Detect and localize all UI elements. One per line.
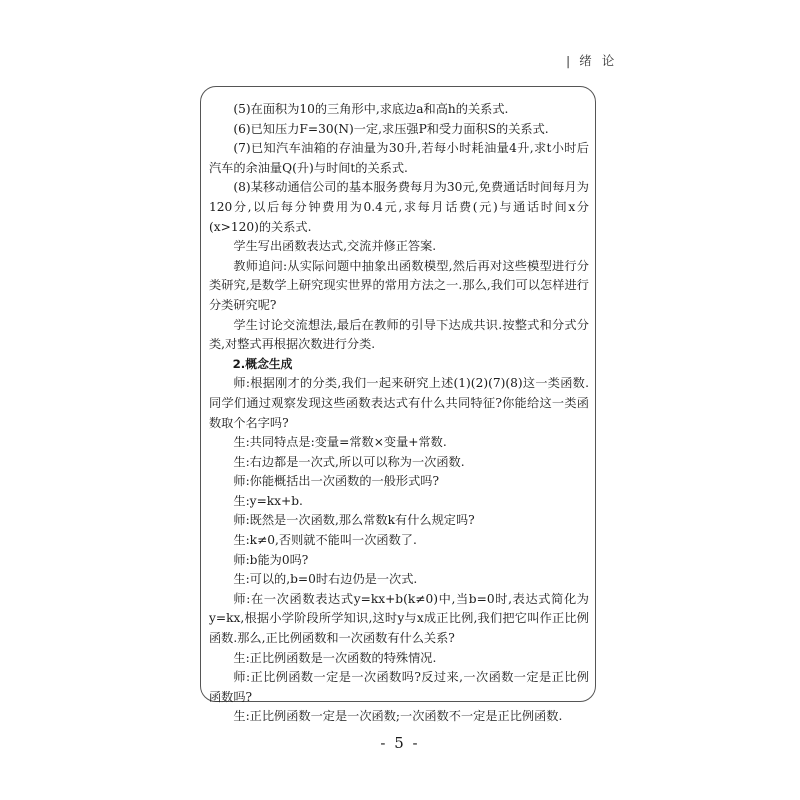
dialogue-line: 师:根据刚才的分类,我们一起来研究上述(1)(2)(7)(8)这一类函数.同学们通过观察发现这些函数表达式有什么共同特征?你能给这一类函数取个名字吗? <box>209 376 589 430</box>
dialogue-line: 生:y=kx+b. <box>233 493 303 508</box>
dialogue-line: 生:右边都是一次式,所以可以称为一次函数. <box>233 454 465 469</box>
paragraph-question-5: (5)在面积为10的三角形中,求底边a和高h的关系式. <box>233 102 509 116</box>
section-heading: 2.概念生成 <box>232 356 293 371</box>
dialogue-line: 师:你能概括出一次函数的一般形式吗? <box>233 474 440 489</box>
dialogue-line: 生:正比例函数一定是一次函数;一次函数不一定是正比例函数. <box>233 709 563 724</box>
paragraph-student-discussion: 学生讨论交流想法,最后在教师的引导下达成共识.按整式和分式分类,对整式再根据次数进行分类. <box>209 317 589 352</box>
page-number: - 5 - <box>380 734 420 752</box>
chapter-title: 绪 论 <box>579 53 618 68</box>
dialogue-line: 师:既然是一次函数,那么常数k有什么规定吗? <box>233 513 475 528</box>
dialogue-line: 生:正比例函数是一次函数的特殊情况. <box>233 650 437 665</box>
paragraph-question-8: (8)某移动通信公司的基本服务费每月为30元,免费通话时间每月为120分,以后每分钟费用为0.4元,求每月话费(元)与通话时间x分(x>120)的关系式. <box>209 180 589 234</box>
dialogue-line: 生:可以的,b=0时右边仍是一次式. <box>233 572 418 587</box>
running-header <box>566 51 617 69</box>
dialogue-line: 生:共同特点是:变量=常数×变量+常数. <box>233 435 447 450</box>
header-divider: | <box>566 53 574 68</box>
dialogue-line: 师:b能为0吗? <box>233 552 309 567</box>
dialogue-line: 师:在一次函数表达式y=kx+b(k≠0)中,当b=0时,表达式简化为y=kx,根据小学阶段所学知识,这时y与x成正比例,我们把它叫作正比例函数.那么,正比例函数和一次函数有什么关系? <box>209 591 589 646</box>
dialogue-line: 师:正比例函数一定是一次函数吗?反过来,一次函数一定是正比例函数吗? <box>209 670 589 704</box>
dialogue-line: 生:k≠0,否则就不能叫一次函数了. <box>233 533 417 548</box>
paragraph-question-6: (6)已知压力F=30(N)一定,求压强P和受力面积S的关系式. <box>233 121 549 136</box>
paragraph-student-answer: 学生写出函数表达式,交流并修正答案. <box>233 239 437 254</box>
paragraph-teacher-question: 教师追问:从实际问题中抽象出函数模型,然后再对这些模型进行分类研究,是数学上研究现实世界的常用方法之一.那么,我们可以怎样进行分类研究呢? <box>209 258 589 312</box>
body-text <box>209 100 589 727</box>
paragraph-question-7: (7)已知汽车油箱的存油量为30升,若每小时耗油量4升,求t小时后汽车的余油量Q(升)与时间t的关系式. <box>209 141 589 175</box>
